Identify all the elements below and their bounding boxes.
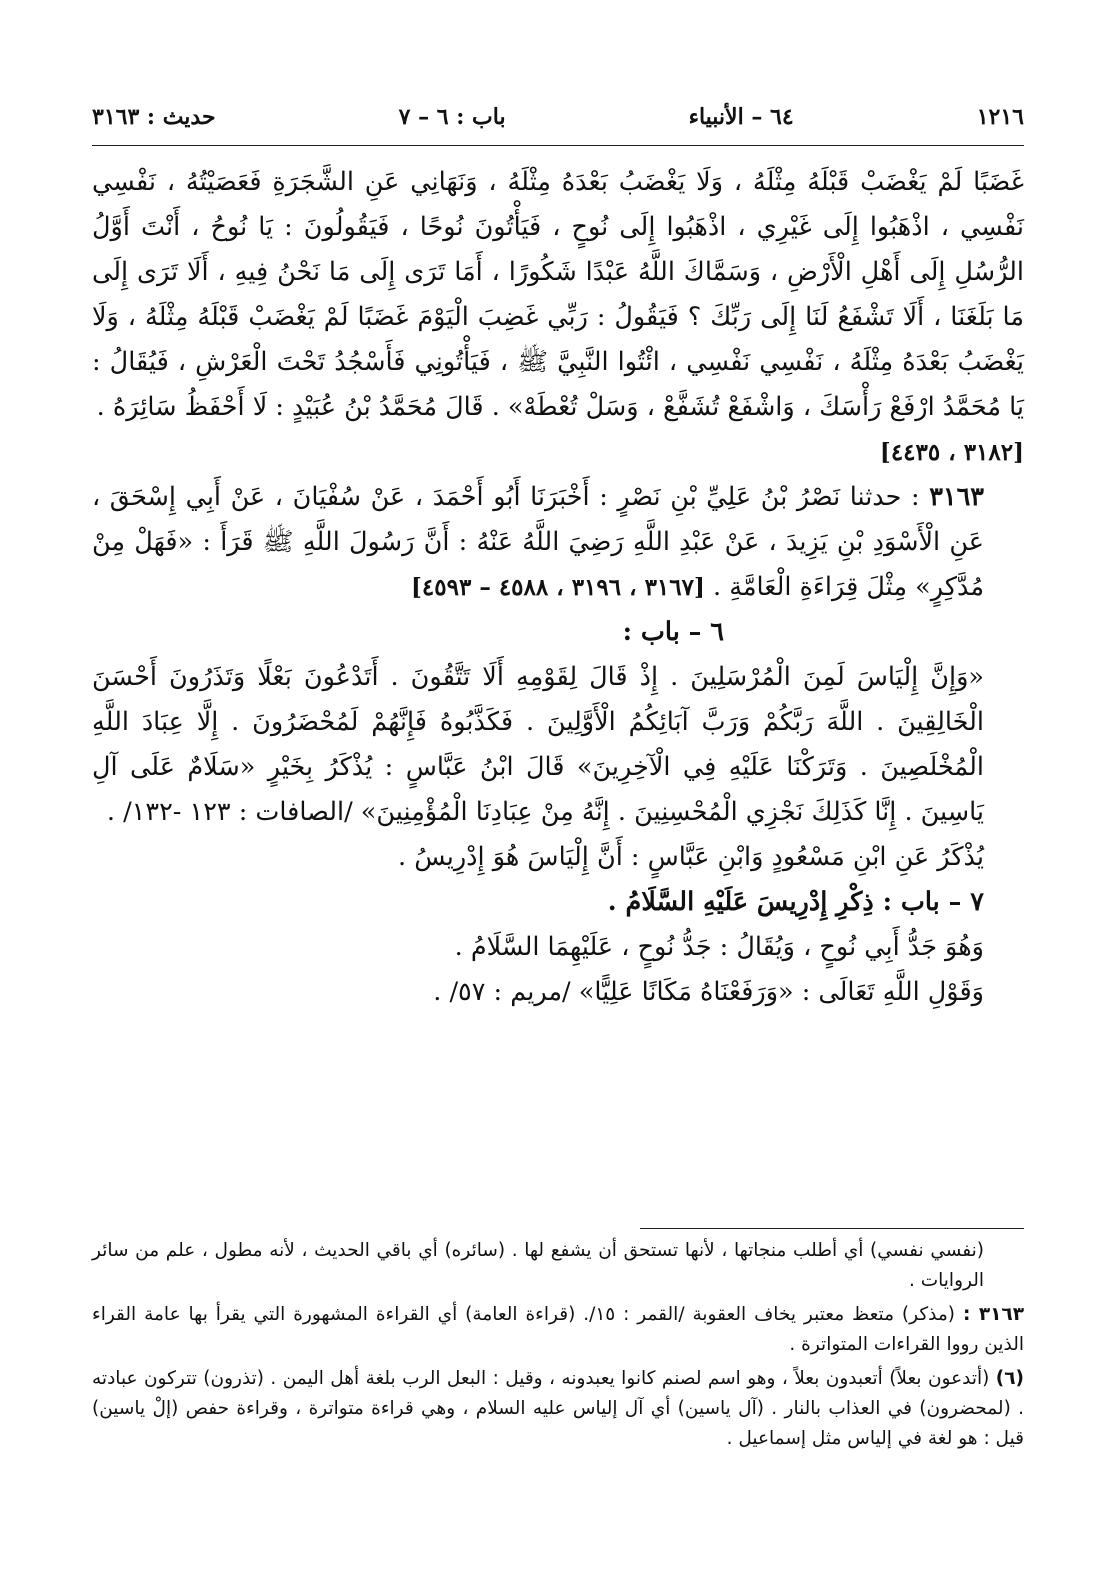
chapter-range-header: باب : ٦ – ٧ (398, 104, 506, 130)
narration-line: يُذْكَرُ عَنِ ابْنِ مَسْعُودٍ وَابْنِ عَبَّاسٍ : أَنَّ إِلْيَاسَ هُوَ إِدْرِيسُ . (398, 842, 984, 872)
main-text (92, 160, 1024, 1220)
footnotes (92, 1236, 1024, 1536)
footnote-label: (٦) (995, 1368, 1024, 1389)
cross-reference: [٣١٨٢ ، ٤٤٣٥] (879, 439, 1024, 466)
footnote-text: (مذكر) متعظ معتبر يخاف العقوبة /القمر : ١٥/. (قراءة العامة) أي القراءة المشهورة التي يقرأ بها عامة القراء الذين رووا القراءات المتواترة . (92, 1304, 1024, 1355)
footnote: (نفسي نفسي) أي أطلب منجاتها ، لأنها تستحق أن يشفع لها . (سائره) أي باقي الحديث ، لأنه مطول ، علم من سائر الروايات . (92, 1240, 984, 1291)
footnote (92, 1364, 1024, 1454)
footnote-text: (أتدعون بعلاً) أتعبدون بعلاً ، وهو اسم لصنم كانوا يعبدونه ، وقيل : البعل الرب بلغة أهل اليمن . (تذرون) تتركون عبادته . (لمحضرون) في العذاب بالنار . (آل ياسين) أي آل إلياس عليه السلام ، وهي قراءة متواترة ، وقراءة حفص (إلْ ياسين) قيل : هو لغة في إلياس مثل إسماعيل . (92, 1368, 1024, 1449)
chapter-heading-6: ٦ – باب : (622, 617, 724, 647)
narration-line: وَهُوَ جَدُّ أَبِي نُوحٍ ، وَيُقَالُ : جَدُّ نُوحٍ ، عَلَيْهِمَا السَّلَامُ . (454, 932, 984, 962)
page-number: ١٢١٦ (976, 104, 1024, 130)
hadith-continuation: غَضَبًا لَمْ يَغْضَبْ قَبْلَهُ مِثْلَهُ ، وَلَا يَغْضَبُ بَعْدَهُ مِثْلَهُ ، وَنَهَانِي عَنِ الشَّجَرَةِ فَعَصَيْتُهُ ، نَفْسِي نَفْسِي ، اذْهَبُوا إِلَى غَيْرِي ، اذْهَبُوا إِلَى نُوحٍ ، فَيَأْتُونَ نُوحًا ، فَيَقُولُونَ : يَا نُوحُ ، أَنْتَ أَوَّلُ الرُّسُلِ إِلَى أَهْلِ الْأَرْضِ ، وَسَمَّاكَ اللَّهُ عَبْدًا شَكُورًا ، أَمَا تَرَى إِلَى مَا نَحْنُ فِيهِ ، أَلَا تَرَى إِلَى مَا بَلَغَنَا ، أَلَا تَشْفَعُ لَنَا إِلَى رَبِّكَ ؟ فَيَقُولُ : رَبِّي غَضِبَ الْيَوْمَ غَضَبًا لَمْ يَغْضَبْ قَبْلَهُ مِثْلَهُ ، وَلَا يَغْضَبُ بَعْدَهُ مِثْلَهُ ، نَفْسِي نَفْسِي ، ائْتُوا النَّبِيَّ ﷺ ، فَيَأْتُونِي فَأَسْجُدُ تَحْتَ الْعَرْشِ ، فَيُقَالُ : يَا مُحَمَّدُ ارْفَعْ رَأْسَكَ ، وَاشْفَعْ تُشَفَّعْ ، وَسَلْ تُعْطَهْ» . قَالَ مُحَمَّدُ بْنُ عُبَيْدٍ : لَا أَحْفَظُ سَائِرَهُ . (92, 167, 1024, 422)
hadith-number-header: حديث : ٣١٦٣ (92, 104, 216, 130)
page-header (92, 90, 1024, 130)
cross-reference: [٣١٦٧ ، ٣١٩٦ ، ٤٥٨٨ – ٤٥٩٣] (411, 574, 705, 601)
footnote-label: ٣١٦٣ : (962, 1304, 1024, 1325)
chapter-heading-7: ٧ – باب : ذِكْرِ إِدْرِيسَ عَلَيْهِ السَّلَامُ . (607, 887, 984, 917)
hadith-text: : حدثنا نَصْرُ بْنُ عَلِيِّ بْنِ نَصْرٍ : أَخْبَرَنَا أَبُو أَحْمَدَ ، عَنْ سُفْيَانَ ، عَنْ أَبِي إِسْحَقَ ، عَنِ الْأَسْوَدِ بْنِ يَزِيدَ ، عَنْ عَبْدِ اللَّهِ رَضِيَ اللَّهُ عَنْهُ : أَنَّ رَسُولَ اللَّهِ ﷺ قَرَأَ : «فَهَلْ مِنْ مُدَّكِرٍ» مِثْلَ قِرَاءَةِ الْعَامَّةِ . (92, 482, 984, 602)
hadith-paragraph (92, 475, 1024, 610)
quran-quote: وَقَوْلِ اللَّهِ تَعَالَى : «وَرَفَعْنَاهُ مَكَانًا عَلِيًّا» /مريم : ٥٧/ . (433, 977, 984, 1007)
hadith-number: ٣١٦٣ (929, 482, 985, 512)
footnote-divider (640, 1228, 1024, 1229)
book-title-header: ٦٤ – الأنبياء (688, 104, 794, 130)
header-divider (92, 145, 1024, 146)
quran-quote: «وَإِنَّ إِلْيَاسَ لَمِنَ الْمُرْسَلِينَ . إِذْ قَالَ لِقَوْمِهِ أَلَا تَتَّقُونَ . أَتَدْعُونَ بَعْلًا وَتَذَرُونَ أَحْسَنَ الْخَالِقِينَ . اللَّهَ رَبَّكُمْ وَرَبَّ آبَائِكُمُ الْأَوَّلِينَ . فَكَذَّبُوهُ فَإِنَّهُمْ لَمُحْضَرُونَ . إِلَّا عِبَادَ اللَّهِ الْمُخْلَصِينَ . وَتَرَكْنَا عَلَيْهِ فِي الْآخِرِينَ» قَالَ ابْنُ عَبَّاسٍ : يُذْكَرُ بِخَيْرٍ «سَلَامٌ عَلَى آلِ يَاسِينَ . إِنَّا كَذَلِكَ نَجْزِي الْمُحْسِنِينَ . إِنَّهُ مِنْ عِبَادِنَا الْمُؤْمِنِينَ» /الصافات : ١٢٣ -١٣٢/ . (92, 662, 984, 827)
footnote (92, 1300, 1024, 1360)
